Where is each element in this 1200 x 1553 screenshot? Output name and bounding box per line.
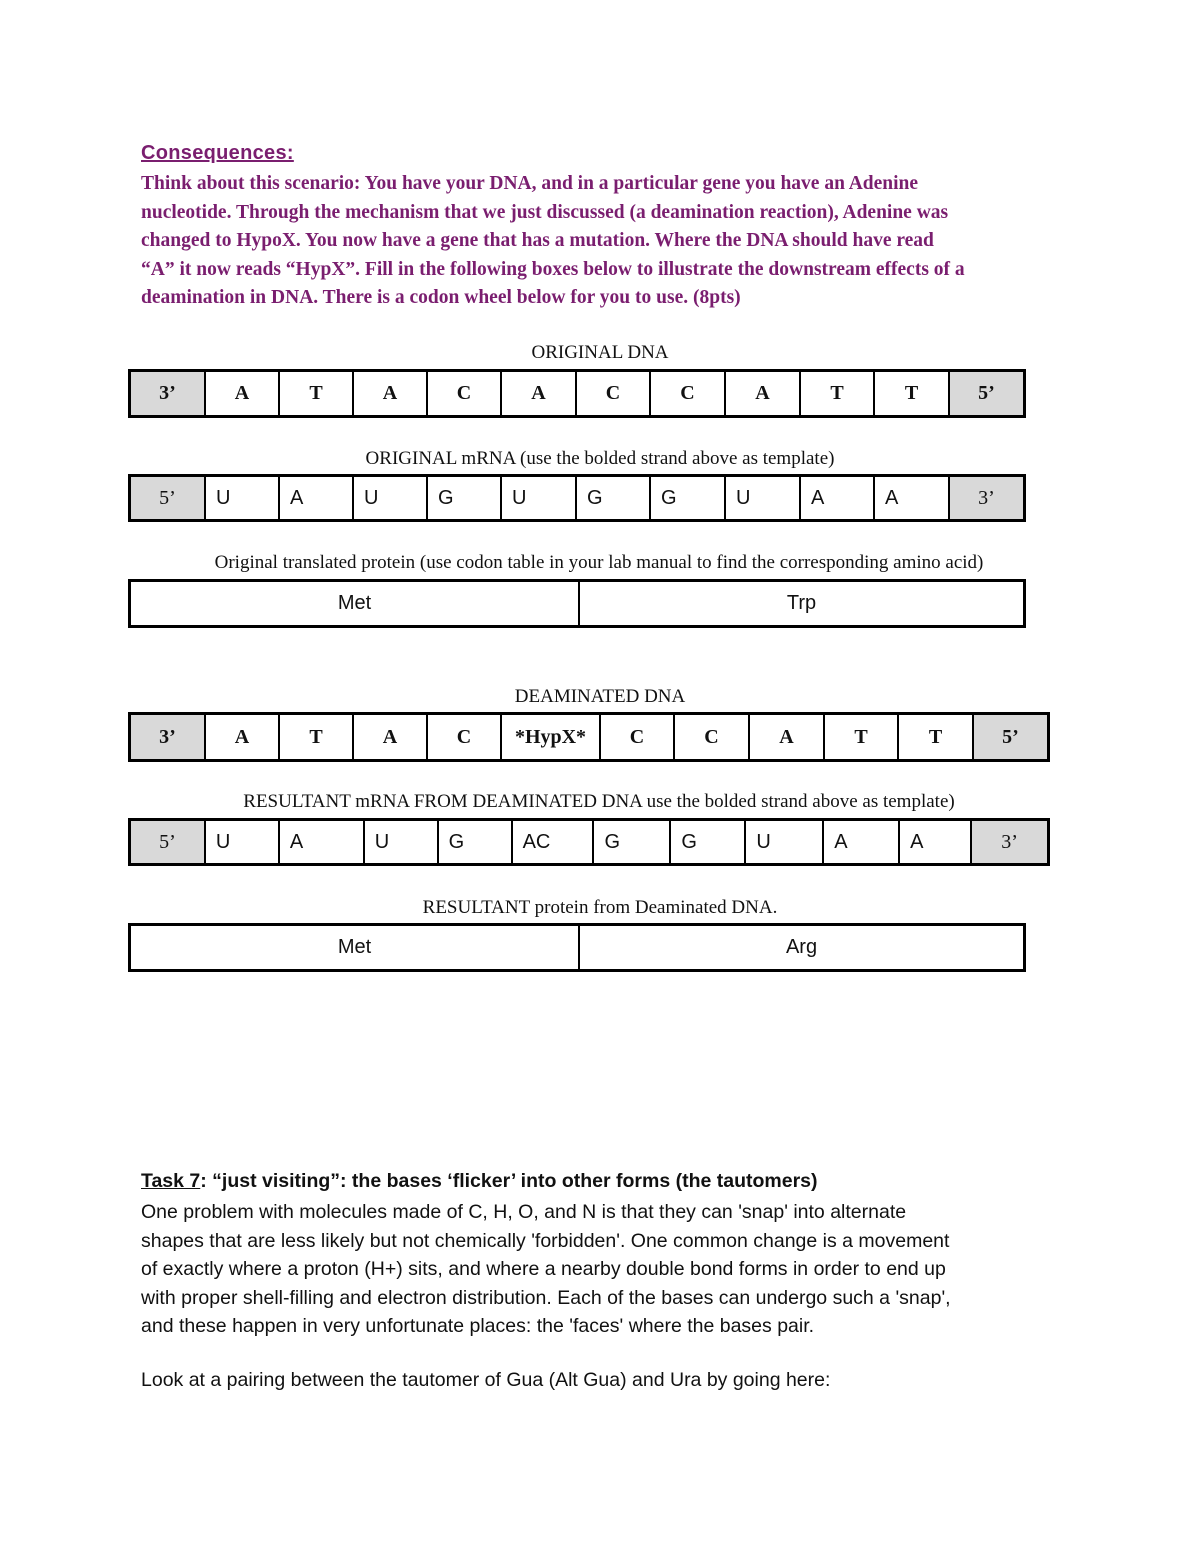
base-cell[interactable]: A [726,372,801,415]
base-cell[interactable]: U [206,477,280,519]
base-cell[interactable]: G [428,477,502,519]
strand-end-cell: 3’ [131,715,206,759]
base-cell[interactable]: T [280,372,354,415]
original-dna-strand [128,369,1026,418]
task7-line: with proper shell-filling and electron distribution. Each of the bases can undergo such a 'snap', [141,1286,951,1309]
base-cell[interactable]: A [824,821,900,863]
base-cell[interactable]: G [651,477,726,519]
base-cell[interactable]: A [900,821,972,863]
scenario-line: Think about this scenario: You have your DNA, and in a particular gene you have an Adenine [141,173,919,194]
base-cell[interactable]: C [651,372,726,415]
base-cell[interactable]: T [875,372,950,415]
task7-line: One problem with molecules made of C, H, O, and N is that they can 'snap' into alternate [141,1201,907,1223]
base-cell[interactable]: T [801,372,875,415]
strand-end-cell: 3’ [131,372,206,415]
amino-acid-cell[interactable]: Met [131,926,580,969]
base-cell[interactable]: C [577,372,651,415]
base-cell[interactable]: A [801,477,875,519]
base-cell[interactable]: A [280,477,354,519]
base-cell[interactable]: A [502,372,577,415]
base-cell[interactable]: T [825,715,899,759]
base-cell[interactable]: G [671,821,746,863]
base-cell[interactable]: U [726,477,801,519]
task7-title: : “just visiting”: the bases ‘flicker’ into other forms (the tautomers) [200,1170,818,1192]
base-cell[interactable]: G [439,821,513,863]
hypx-base-cell[interactable]: *HypX* [502,715,601,759]
base-cell[interactable]: U [206,821,280,863]
original-mrna-strand [128,474,1026,522]
base-cell[interactable]: G [577,477,651,519]
base-cell[interactable]: G [594,821,671,863]
base-cell[interactable]: U [354,477,428,519]
base-cell[interactable]: C [601,715,675,759]
strand-end-cell: 5’ [131,821,206,863]
base-cell[interactable]: A [206,372,280,415]
resultant-mrna-strand [128,818,1050,866]
consequences-heading: Consequences: [141,142,294,164]
original-protein-caption: Original translated protein (use codon table in your lab manual to find the corresponding amino acid) [214,552,984,573]
strand-end-cell: 5’ [974,715,1047,759]
task7-look-line: Look at a pairing between the tautomer of Gua (Alt Gua) and Ura by going here: [141,1369,831,1391]
scenario-line: changed to HypoX. You now have a gene that has a mutation. Where the DNA should have read [141,230,934,252]
strand-end-cell: 5’ [131,477,206,519]
base-cell[interactable]: A [354,372,428,415]
resultant-protein-caption: RESULTANT protein from Deaminated DNA. [422,897,778,918]
task7-line: of exactly where a proton (H+) sits, and where a nearby double bond forms in order to end up [141,1258,946,1281]
original-mrna-caption: ORIGINAL mRNA (use the bolded strand above as template) [365,448,835,469]
scenario-line: nucleotide. Through the mechanism that we just discussed (a deamination reaction), Adenine was [141,201,949,223]
base-cell[interactable]: C [428,372,502,415]
base-cell[interactable]: U [365,821,439,863]
resultant-mrna-caption: RESULTANT mRNA FROM DEAMINATED DNA use the bolded strand above as template) [243,791,955,812]
base-cell[interactable]: A [206,715,280,759]
task7-heading [141,1170,818,1193]
strand-end-cell: 5’ [950,372,1023,415]
scenario-line: deamination in DNA. There is a codon wheel below for you to use. (8pts) [141,287,741,309]
amino-acid-cell[interactable]: Arg [785,936,818,958]
base-cell[interactable]: A [875,477,950,519]
task7-label: Task 7 [141,1170,201,1192]
original-protein-row [128,579,1026,628]
base-cell[interactable]: A [280,821,365,863]
base-cell[interactable]: A [750,715,825,759]
strand-end-cell: 3’ [950,477,1023,519]
base-cell[interactable]: T [280,715,354,759]
base-cell[interactable]: U [502,477,577,519]
task7-paragraph [141,1198,1081,1341]
base-cell[interactable]: AC [513,821,595,863]
strand-end-cell: 3’ [972,821,1047,863]
original-dna-caption: ORIGINAL DNA [531,342,669,363]
base-cell[interactable]: C [675,715,750,759]
amino-acid-cell[interactable]: Trp [786,592,817,614]
task7-line: and these happen in very unfortunate places: the 'faces' where the bases pair. [141,1315,815,1338]
resultant-protein-row [128,923,1026,972]
scenario-paragraph [141,170,1071,313]
scenario-line: “A” it now reads “HypX”. Fill in the following boxes below to illustrate the downstream effects of a [141,258,965,280]
deaminated-dna-caption: DEAMINATED DNA [514,686,686,707]
base-cell[interactable]: C [428,715,502,759]
task7-line: shapes that are less likely but not chemically 'forbidden'. One common change is a movement [141,1229,950,1252]
base-cell[interactable]: T [899,715,974,759]
amino-acid-cell[interactable]: Met [131,582,580,625]
base-cell[interactable]: A [354,715,428,759]
deaminated-dna-strand [128,712,1050,762]
base-cell[interactable]: U [746,821,824,863]
